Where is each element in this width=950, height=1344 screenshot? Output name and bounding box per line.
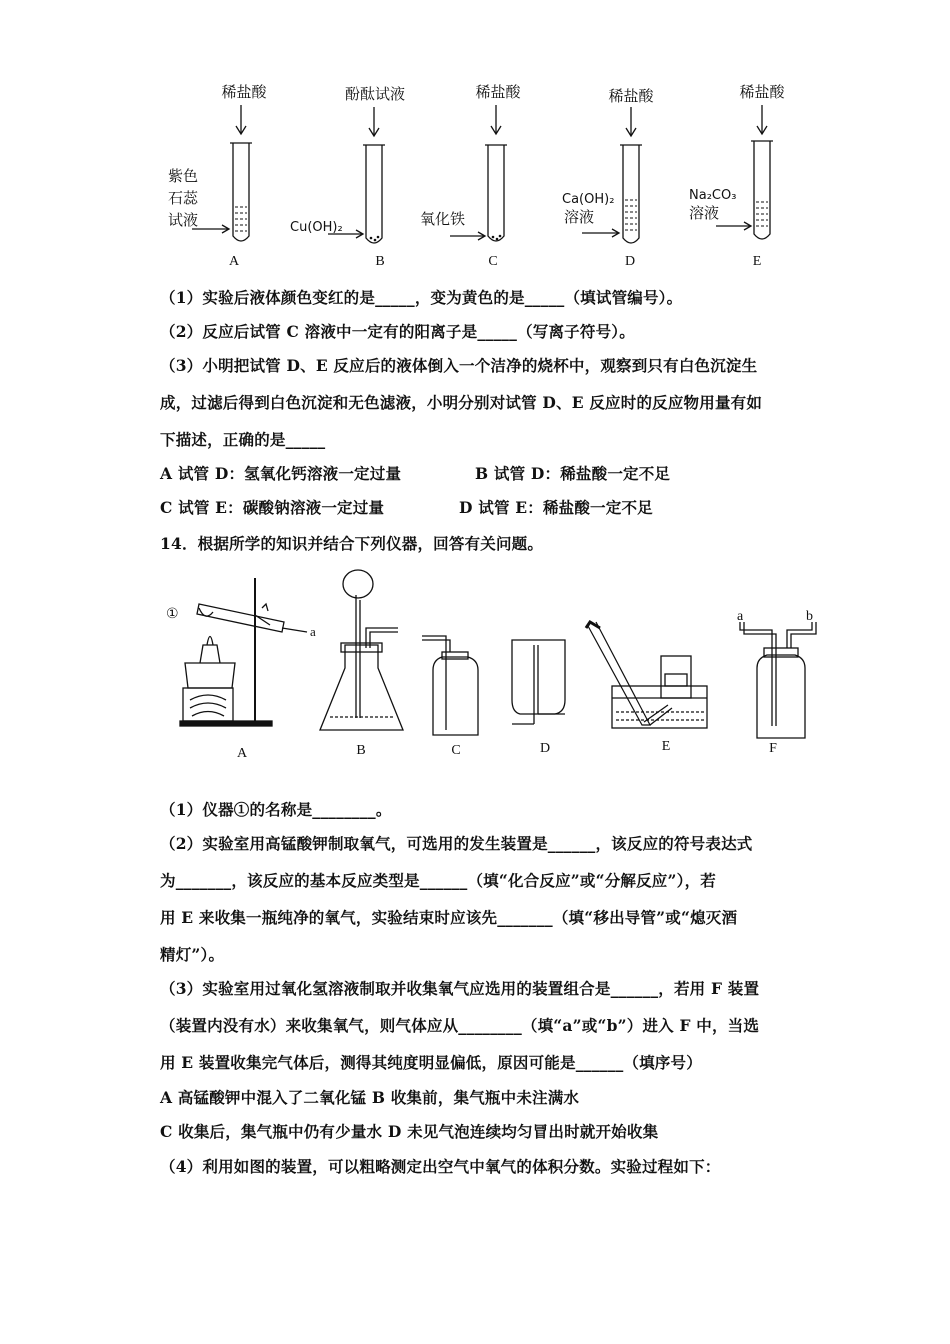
tube-d-reagent: 稀盐酸 <box>608 87 654 105</box>
q13-part2: （2）反应后试管 C 溶液中一定有的阳离子是_____（写离子符号）。 <box>160 322 635 341</box>
apparatus-e-letter: E <box>661 739 671 754</box>
tube-a-letter: A <box>228 254 240 269</box>
q14-part2-line2: 为_______，该反应的基本反应类型是______（填“化合反应”或“分解反应”），若 <box>160 871 716 890</box>
apparatus-d-letter: D <box>539 741 551 756</box>
q13-part3-line1: （3）小明把试管 D、E 反应后的液体倒入一个洁净的烧杯中，观察到只有白色沉淀生 <box>160 356 758 375</box>
q13-part3-line2: 成，过滤后得到白色沉淀和无色滤液，小明分别对试管 D、E 反应时的反应物用量有如 <box>160 393 763 412</box>
tube-a-reagent: 稀盐酸 <box>221 83 267 101</box>
test-tube-figure <box>0 0 950 280</box>
apparatus-c-letter: C <box>451 743 461 758</box>
q14-part2-line1: （2）实验室用高锰酸钾制取氧气，可选用的发生装置是______，该反应的符号表达式 <box>160 834 753 853</box>
tube-e-letter: E <box>752 254 762 269</box>
apparatus-f-port-b: b <box>806 609 813 624</box>
tube-d-side-1: Ca(OH)₂ <box>562 192 615 207</box>
tube-b-reagent: 酚酞试液 <box>344 85 406 103</box>
q14-options-ab: A 高锰酸钾中混入了二氧化锰 B 收集前，集气瓶中未注满水 <box>160 1088 580 1107</box>
tube-e-side-2: 溶液 <box>689 204 720 222</box>
q13-part1: （1）实验后液体颜色变红的是_____，变为黄色的是_____（填试管编号）。 <box>160 288 683 307</box>
q14-part4: （4）利用如图的装置，可以粗略测定出空气中氧气的体积分数。实验过程如下： <box>160 1157 721 1176</box>
q14-part1: （1）仪器①的名称是________。 <box>160 800 392 819</box>
apparatus-a-outlet-label: a <box>310 624 316 639</box>
apparatus-f-port-a: a <box>737 609 744 624</box>
tube-e-side-1: Na₂CO₃ <box>689 188 737 203</box>
apparatus-a-letter: A <box>236 746 248 761</box>
tube-a-side-2: 石蕊 <box>168 189 199 207</box>
tube-a-side-3: 试液 <box>168 211 199 229</box>
tube-d-letter: D <box>624 254 636 269</box>
q13-option-a: A 试管 D：氢氧化钙溶液一定过量 <box>160 464 402 483</box>
instrument-1-mark: ① <box>166 606 179 622</box>
q14-title: 14．根据所学的知识并结合下列仪器，回答有关问题。 <box>160 534 544 553</box>
apparatus-f-letter: F <box>769 741 777 756</box>
tube-e-reagent: 稀盐酸 <box>739 83 785 101</box>
apparatus-b-letter: B <box>356 743 366 758</box>
q13-option-c: C 试管 E：碳酸钠溶液一定过量 <box>160 498 385 517</box>
q13-part3-line3: 下描述，正确的是_____ <box>160 430 326 449</box>
q13-option-b: B 试管 D：稀盐酸一定不足 <box>475 464 671 483</box>
tube-c-side: 氧化铁 <box>420 210 466 228</box>
q13-option-d: D 试管 E：稀盐酸一定不足 <box>459 498 653 517</box>
q14-part3-line3: 用 E 装置收集完气体后，测得其纯度明显偏低，原因可能是______（填序号） <box>160 1053 702 1072</box>
q14-part2-line3: 用 E 来收集一瓶纯净的氧气，实验结束时应该先_______（填“移出导管”或“熄灭酒 <box>160 908 738 927</box>
q14-part3-line1: （3）实验室用过氧化氢溶液制取并收集氧气应选用的装置组合是______，若用 F 装置 <box>160 979 760 998</box>
tube-c-letter: C <box>488 254 498 269</box>
tube-d-side-2: 溶液 <box>564 208 595 226</box>
q14-part2-line4: 精灯”）。 <box>160 945 225 964</box>
tube-b-side: Cu(OH)₂ <box>290 220 343 235</box>
q14-options-cd: C 收集后，集气瓶中仍有少量水 D 未见气泡连续均匀冒出时就开始收集 <box>160 1122 659 1141</box>
tube-b-letter: B <box>375 254 385 269</box>
tube-a-side-1: 紫色 <box>168 167 199 185</box>
tube-c-reagent: 稀盐酸 <box>475 83 521 101</box>
q14-part3-line2: （装置内没有水）来收集氧气，则气体应从________（填“a”或“b”）进入 F 中，当选 <box>160 1016 760 1035</box>
